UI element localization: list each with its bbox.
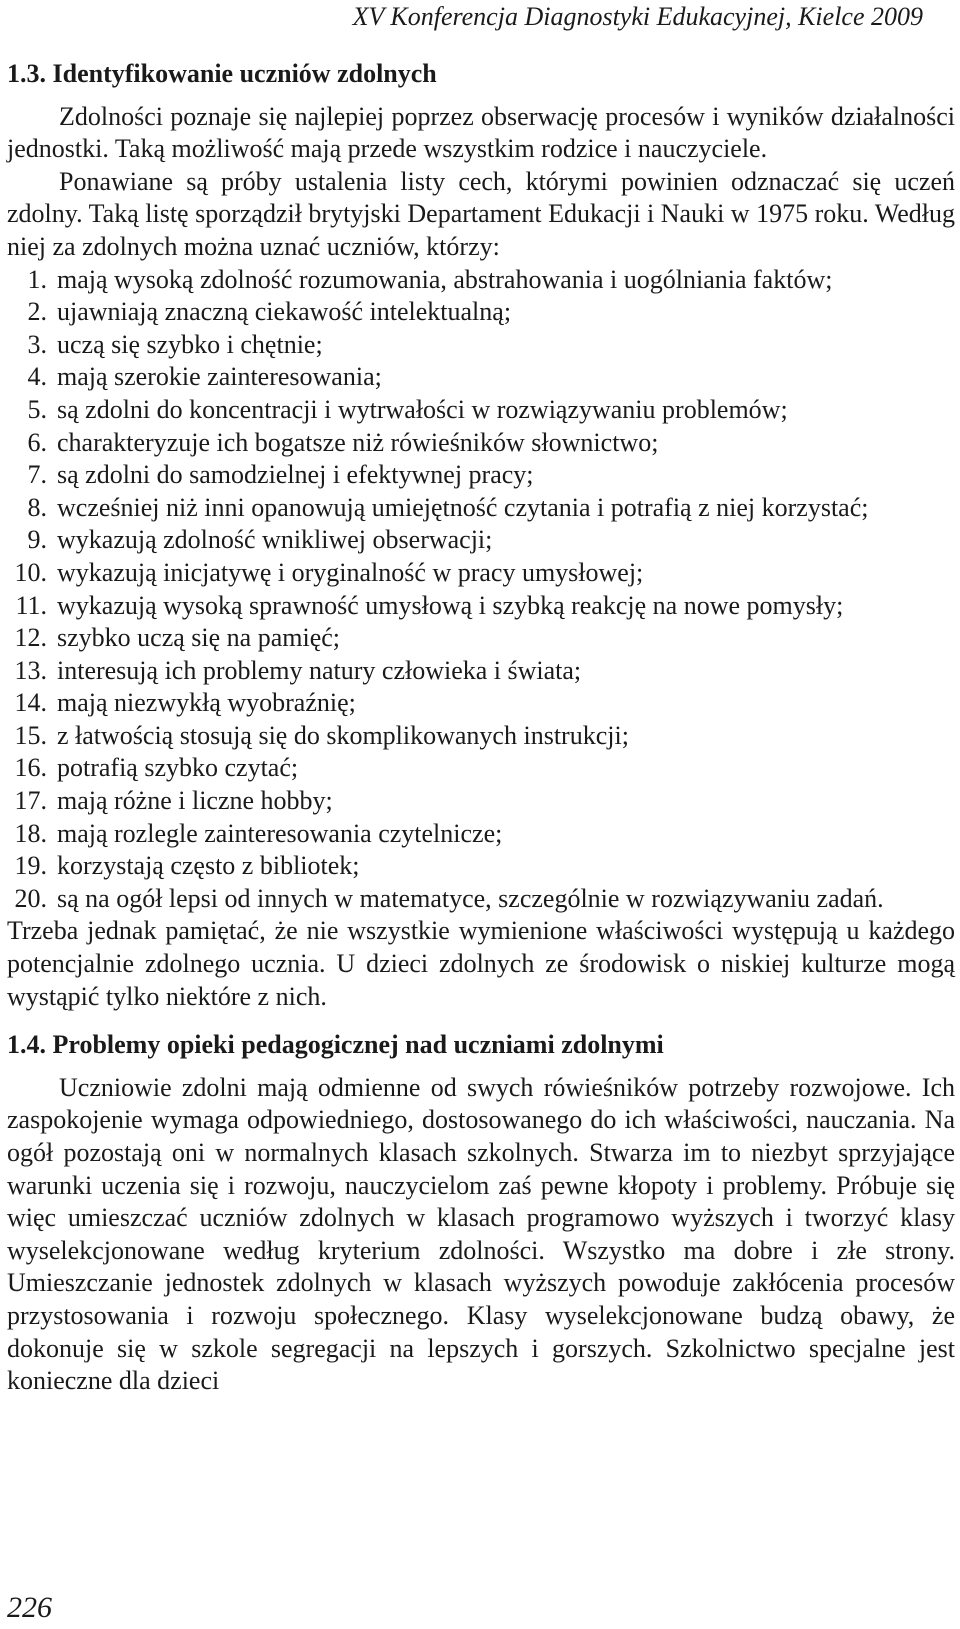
list-item-text: z łatwością stosują się do skomplikowanych instrukcji; xyxy=(57,720,629,750)
list-item xyxy=(7,785,955,818)
list-item-number: 18. xyxy=(14,818,47,848)
list-item-text: mają wysoką zdolność rozumowania, abstrahowania i uogólniania faktów; xyxy=(57,264,833,294)
list-item-text: interesują ich problemy natury człowieka i świata; xyxy=(57,655,582,685)
list-item xyxy=(7,296,955,329)
section-spacer xyxy=(7,1013,955,1029)
list-item-number: 6. xyxy=(27,427,47,457)
list-item-number: 13. xyxy=(14,655,47,685)
list-item xyxy=(7,752,955,785)
list-item-text: mają szerokie zainteresowania; xyxy=(57,362,382,392)
list-item xyxy=(7,459,955,492)
paragraph-caveat: Trzeba jednak pamiętać, że nie wszystkie wymienione właściwości występują u każdego potencjalnie zdolnego ucznia. U dzieci zdolnych ze środowisk o niskiej kulturze mogą wystąpić tylko niektóre z nich. xyxy=(7,916,955,1011)
page-number: 226 xyxy=(7,1591,52,1624)
list-item xyxy=(7,818,955,851)
list-item-number: 10. xyxy=(14,557,47,587)
list-item xyxy=(7,492,955,525)
list-item xyxy=(7,622,955,655)
list-item-number: 3. xyxy=(27,329,47,359)
list-item-number: 19. xyxy=(14,851,47,881)
list-item-text: są zdolni do samodzielnej i efektywnej pracy; xyxy=(57,460,534,490)
list-item-text: są na ogół lepsi od innych w matematyce, szczególnie w rozwiązywaniu zadań. xyxy=(57,883,884,913)
list-item-text: są zdolni do koncentracji i wytrwałości w rozwiązywaniu problemów; xyxy=(57,394,788,424)
list-item xyxy=(7,329,955,362)
paragraph-pedagogical-care: Uczniowie zdolni mają odmienne od swych rówieśników potrzeby rozwojowe. Ich zaspokojenie wymaga odpowiedniego, dostosowanego do ich właściwości, nauczania. Na ogół pozostają oni w normalnych klasach szkolnych. Stwarza im to niezbyt sprzyjające warunki uczenia się i rozwoju, nauczycielom zaś pewne kłopoty i problemy. Próbuje się więc umieszczać uczniów zdolnych w klasach programowo wyższych i tworzyć klasy wyselekcjonowane według kryterium zdolności. Wszystko ma dobre i złe strony. Umieszczanie jednostek zdolnych w klasach wyższych powoduje zakłócenia procesów przystosowania i rozwoju społecznego. Klasy wyselekcjonowane budzą obawy, że dokonuje się w szkole segregacji na lepszych i gorszych. Szkolnictwo specjalne jest konieczne dla dzieci xyxy=(7,1072,955,1396)
list-item-number: 4. xyxy=(27,362,47,392)
list-item-text: uczą się szybko i chętnie; xyxy=(57,329,323,359)
list-item-number: 7. xyxy=(27,460,47,490)
list-item-text: szybko uczą się na pamięć; xyxy=(57,623,340,653)
list-item-text: wykazują wysoką sprawność umysłową i szybką reakcję na nowe pomysły; xyxy=(57,590,844,620)
section-heading-1-4: 1.4. Problemy opieki pedagogicznej nad uczniami zdolnymi xyxy=(7,1030,664,1060)
list-item-text: korzystają często z bibliotek; xyxy=(57,851,360,881)
list-item-text: mają niezwykłą wyobraźnię; xyxy=(57,688,356,718)
section-heading-1-3: 1.3. Identyfikowanie uczniów zdolnych xyxy=(7,59,437,88)
list-item-number: 8. xyxy=(27,492,47,522)
list-item-number: 12. xyxy=(14,623,47,653)
list-item xyxy=(7,361,955,394)
list-item-text: charakteryzuje ich bogatsze niż rówieśników słownictwo; xyxy=(57,427,659,457)
list-item-number: 14. xyxy=(14,688,47,718)
list-item xyxy=(7,883,955,916)
paragraph-trait-list-intro: Ponawiane są próby ustalenia listy cech, którymi powinien odznaczać się uczeń zdolny. Taką listę sporządził brytyjski Departament Edukacji i Nauki w 1975 roku. Według niej za zdolnych można uznać uczniów, którzy: xyxy=(7,166,955,261)
gifted-traits-list xyxy=(7,264,955,916)
list-item xyxy=(7,394,955,427)
list-item-text: mają różne i liczne hobby; xyxy=(57,786,333,816)
list-item-text: wykazują inicjatywę i oryginalność w pracy umysłowej; xyxy=(57,557,644,587)
list-item xyxy=(7,557,955,590)
list-item-number: 1. xyxy=(27,264,47,294)
list-item-number: 9. xyxy=(27,525,47,555)
page-content xyxy=(7,58,955,1398)
list-item-number: 17. xyxy=(14,786,47,816)
list-item-text: wcześniej niż inni opanowują umiejętność czytania i potrafią z niej korzystać; xyxy=(57,492,869,522)
list-item-number: 16. xyxy=(14,753,47,783)
list-item xyxy=(7,655,955,688)
list-item xyxy=(7,264,955,297)
list-item-text: potrafią szybko czytać; xyxy=(57,753,299,783)
list-item xyxy=(7,850,955,883)
list-item xyxy=(7,590,955,623)
list-item-text: ujawniają znaczną ciekawość intelektualną; xyxy=(57,297,512,327)
list-item-text: mają rozlegle zainteresowania czytelnicze; xyxy=(57,818,503,848)
list-item-number: 11. xyxy=(15,590,47,620)
list-item-number: 20. xyxy=(14,883,47,913)
running-header: XV Konferencja Diagnostyki Edukacyjnej, Kielce 2009 xyxy=(352,2,923,31)
list-item xyxy=(7,687,955,720)
list-item xyxy=(7,720,955,753)
list-item-number: 2. xyxy=(27,297,47,327)
list-item xyxy=(7,427,955,460)
list-item-number: 5. xyxy=(27,394,47,424)
list-item xyxy=(7,524,955,557)
paragraph-intro: Zdolności poznaje się najlepiej poprzez obserwację procesów i wyników działalności jednostki. Taką możliwość mają przede wszystkim rodzice i nauczyciele. xyxy=(7,101,955,164)
list-item-number: 15. xyxy=(14,720,47,750)
list-item-text: wykazują zdolność wnikliwej obserwacji; xyxy=(57,525,493,555)
